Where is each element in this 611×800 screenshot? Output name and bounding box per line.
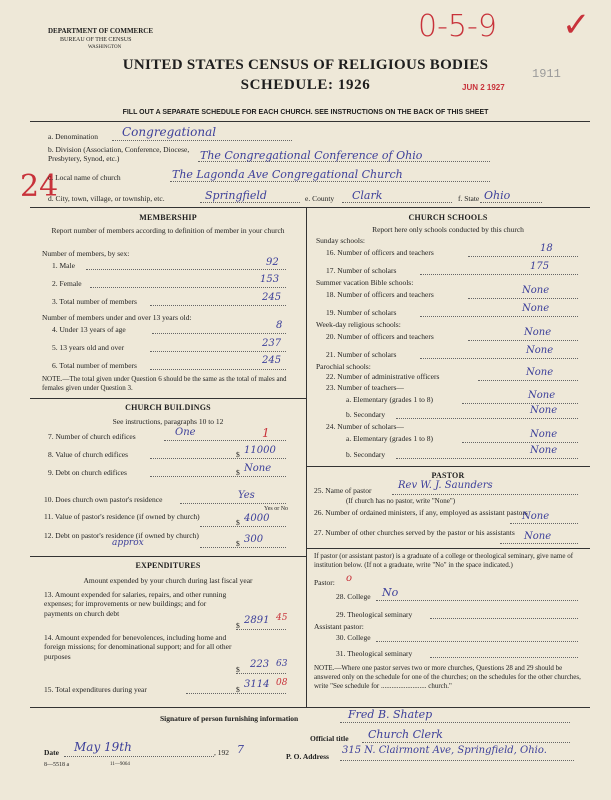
church-name-label: c. Local name of church (48, 173, 121, 182)
q2-value: 153 (260, 274, 280, 285)
q30-label: 30. College (336, 633, 371, 642)
print-code-2: 11—9064 (110, 762, 130, 767)
print-code-1: 8—5518 a (44, 762, 70, 768)
q24-label: 24. Number of scholars— (326, 422, 404, 431)
q29-label: 29. Theological seminary (336, 610, 413, 619)
pastor-heading: PASTOR (431, 471, 465, 480)
q4-label: 4. Under 13 years of age (52, 325, 126, 334)
q16-value: 18 (540, 243, 553, 254)
county-label: e. County (305, 194, 335, 203)
received-stamp: JUN 2 1927 (462, 83, 505, 92)
q17-label: 17. Number of scholars (326, 266, 397, 275)
file-number: 0-5-9 (418, 9, 497, 44)
vacation-label: Summer vacation Bible schools: (316, 278, 414, 287)
q23-label: 23. Number of teachers— (326, 383, 404, 392)
q12-value: 300 (244, 534, 264, 545)
county-value: Clark (352, 189, 383, 202)
q18-value: None (522, 285, 550, 296)
q15-cents: 08 (276, 678, 288, 688)
q26-value: None (522, 511, 550, 522)
q24b-label: b. Secondary (346, 450, 386, 459)
q5-label: 5. 13 years old and over (52, 343, 125, 352)
q22-label: 22. Number of administrative officers (326, 372, 440, 381)
division-value: The Congregational Conference of Ohio (200, 149, 423, 162)
bureau-name: BUREAU OF THE CENSUS (60, 37, 132, 43)
city-label: d. City, town, village, or township, etc. (48, 194, 165, 203)
stamp-number: 1911 (532, 67, 561, 81)
q24a-label: a. Elementary (grades 1 to 8) (346, 434, 434, 443)
q5-value: 237 (262, 338, 282, 349)
city-value: Springfield (205, 189, 267, 202)
q22-value: None (526, 367, 554, 378)
q24a-value: None (530, 429, 558, 440)
q23a-value: None (528, 390, 556, 401)
pastor-note: NOTE.—Where one pastor serves two or more churches, Questions 28 and 29 should be answered only on the schedule for one of the churches; on the schedules for the other churches, write "See schedule for .......................... church." (314, 664, 581, 690)
pastor-mark: o (346, 573, 353, 584)
q9-label: 9. Debt on church edifices (48, 468, 127, 477)
weekday-label: Week-day religious schools: (316, 320, 401, 329)
q23b-label: b. Secondary (346, 410, 386, 419)
q26-label: 26. Number of ordained ministers, if any, employed as assistant pastors (314, 508, 528, 517)
q27-label: 27. Number of other churches served by the pastor or his assistants (314, 528, 515, 537)
state-label: f. State (458, 194, 480, 203)
parochial-label: Parochial schools: (316, 362, 371, 371)
q15-label: 15. Total expenditures during year (44, 685, 147, 694)
denomination-value: Congregational (122, 125, 217, 139)
college-note: If pastor (or assistant pastor) is a graduate of a college or theological seminary, give name of institution below. (If not a graduate, write "No" in the space indicated.) (314, 552, 574, 569)
schools-intro: Report here only schools conducted by this church (372, 225, 524, 234)
q2-label: 2. Female (52, 279, 82, 288)
q28-label: 28. College (336, 592, 371, 601)
expenditures-intro: Amount expended by your church during last fiscal year (83, 576, 253, 585)
membership-heading: MEMBERSHIP (139, 213, 197, 222)
q3-value: 245 (262, 292, 282, 303)
address-value: 315 N. Clairmont Ave, Springfield, Ohio. (342, 745, 547, 756)
dept-name: DEPARTMENT OF COMMERCE (48, 27, 154, 35)
q14-value: 223 (250, 659, 270, 670)
q13-value: 2891 (244, 615, 270, 626)
q1-value: 92 (266, 257, 279, 268)
q21-label: 21. Number of scholars (326, 350, 397, 359)
q18-label: 18. Number of officers and teachers (326, 290, 434, 299)
q20-value: None (524, 327, 552, 338)
check-mark: ✓ (562, 5, 591, 45)
membership-intro: Report number of members according to definition of member in your church (51, 226, 285, 235)
q25-label: 25. Name of pastor (314, 486, 372, 495)
date-label: Date (44, 748, 59, 757)
under-over-label: Number of members under and over 13 years old: (42, 313, 192, 322)
q23b-value: None (530, 405, 558, 416)
q13-label: 13. Amount expended for salaries, repairs, and other running expenses; for improvements or new buildings; and for payments on church debt (44, 590, 227, 618)
buildings-heading: CHURCH BUILDINGS (125, 403, 211, 412)
form-subtitle: SCHEDULE: 1926 (240, 77, 371, 93)
q28-value: No (382, 586, 399, 599)
signature-value: Fred B. Shatep (348, 708, 433, 721)
q1-label: 1. Male (52, 261, 75, 270)
pastor-sublabel: Pastor: (314, 578, 335, 587)
year-value: 7 (237, 743, 244, 756)
q14-label: 14. Amount expended for benevolences, including home and foreign missions; for denominational support; and for all other purposes (44, 633, 232, 661)
q31-label: 31. Theological seminary (336, 649, 413, 658)
form-instruction: FILL OUT A SEPARATE SCHEDULE FOR EACH CHURCH. SEE INSTRUCTIONS ON THE BACK OF THIS SHEET (122, 109, 489, 116)
q10-hint: Yes or No (264, 506, 289, 512)
q8-label: 8. Value of church edifices (48, 450, 129, 459)
title-value: Church Clerk (368, 728, 443, 741)
assistant-label: Assistant pastor: (314, 622, 364, 631)
q7-label: 7. Number of church edifices (48, 432, 136, 441)
q20-label: 20. Number of officers and teachers (326, 332, 434, 341)
q12-label: 12. Debt on pastor's residence (if owned by church) (44, 531, 199, 540)
church-name-value: The Lagonda Ave Congregational Church (172, 168, 403, 181)
q13-cents: 45 (276, 613, 288, 623)
q21-value: None (526, 345, 554, 356)
q10-value: Yes (238, 490, 255, 501)
q7-value: One (175, 427, 196, 438)
signature-label: Signature of person furnishing information (160, 714, 299, 723)
census-schedule-page: DEPARTMENT OF COMMERCE BUREAU OF THE CENSUS WASHINGTON 0-5-9 ✓ 1911 JUN 2 1927 UNITED STATES CENSUS OF RELIGIOUS BODIES SCHEDULE: 1926 FILL OUT A SEPARATE SCHEDULE FOR EACH CHURCH. SEE INSTRUCTIONS ON THE BACK OF THIS SHEET 24 a. Denomination Congregational b. Division (Association, Conference, Diocese, Presbytery, Synod, etc.) The Congregational Conference of Ohio c. Local name of church The Lagonda Ave Congregational Church d. City, town, village, or township, etc. Springfield e. County Clark f. State Ohio MEMBERSHIP Report number of members according to definition of member in your church Number of members, by sex: 1. Male 92 2. Female 153 3. Total number of members 245 Number of members under and over 13 years old: 4. Under 13 years of age 8 5. 13 years old and over 237 6. Total number of members 245 NOTE.—The total given under Question 6 should be the same as the total of males and females given under Question 3. CHURCH BUILDINGS See instructions, paragraphs 10 to 12 7. Number of church edifices One 1 8. Value of church edifices $ 11000 9. Debt on church edifices $ None 10. Does church own pastor's residence Yes Yes or No 11. Value of pastor's residence (if owned by church) $ 4000 12. Debt on pastor's residence (if owned by church) approx $ 300 EXPENDITURES Amount expended by your church during last fiscal year 13. Amount expended for salaries, repairs, and other running expenses; for improvements or new buildings; and for payments on church debt $ 2891 45 14. Amount expended for benevolences, including home and foreign missions; for denominational support; and for all other purposes $ 223 63 15. Total expenditures during year $ 3114 08 CHURCH SCHOOLS Report here only schools conducted by this church Sunday schools: 16. Number of officers and teachers 18 17. Number of scholars 175 Summer vacation Bible schools: 18. Number of officers and teachers None 19. Number of scholars None Week-day religious schools: 20. Number of officers and teachers None 21. Number of scholars None Parochial schools: 22. Number of administrative officers None 23. Number of teachers— a. Elementary (grades 1 to 8) None b. Secondary None 24. Number of scholars— a. Elementary (grades 1 to 8) None b. Secondary None PASTOR 25. Name of pastor Rev W. J. Saunders (If church has no pastor, write "None") 26. Number of ordained ministers, if any, employed as assistant pastors None 27. Number of other churches served by the pastor or his assistants None If pastor (or assistant pastor) is a graduate of a college or theological seminary, give name of institution below. (If not a graduate, write "No" in the space indicated.) Pastor: o 28. College No 29. Theological seminary Assistant pastor: 30. College 31. Theological seminary NOTE.—Where one pastor serves two or more churches, Questions 28 and 29 should be answered only on the schedule for one of the churches; on the schedules for the other churches, write "See schedule for .......................... church." Signature of person furnishing information Fred B. Shatep Official title Church Clerk Date May 19th , 192 7 8—5518 a 11—9064 P. O. Address 315 N. Clairmont Ave, Springfield, Ohio. (0, 0, 611, 800)
q7-number: 1 (262, 426, 270, 440)
q19-value: None (522, 303, 550, 314)
q6-label: 6. Total number of members (52, 361, 137, 370)
year-prefix: , 192 (214, 748, 229, 757)
q25-value: Rev W. J. Saunders (398, 480, 493, 491)
form-title: UNITED STATES CENSUS OF RELIGIOUS BODIES (122, 57, 489, 73)
address-label: P. O. Address (286, 752, 329, 761)
q11-value: 4000 (244, 513, 270, 524)
membership-note: NOTE.—The total given under Question 6 should be the same as the total of males and females given under Question 3. (42, 375, 287, 392)
denomination-label: a. Denomination (48, 132, 98, 141)
q27-value: None (524, 531, 552, 542)
state-value: Ohio (484, 189, 511, 202)
q15-value: 3114 (244, 679, 270, 690)
q14-cents: 63 (276, 659, 288, 669)
margin-mark: 24 (20, 169, 59, 204)
q17-value: 175 (530, 261, 550, 272)
q23a-label: a. Elementary (grades 1 to 8) (346, 395, 434, 404)
q16-label: 16. Number of officers and teachers (326, 248, 434, 257)
date-value: May 19th (74, 740, 132, 754)
q12-note: approx (112, 538, 144, 548)
division-label: b. Division (Association, Conference, Diocese, Presbytery, Synod, etc.) (48, 145, 190, 163)
buildings-see: See instructions, paragraphs 10 to 12 (112, 417, 224, 426)
city-name: WASHINGTON (88, 45, 122, 50)
q9-value: None (244, 463, 272, 474)
q24b-value: None (530, 445, 558, 456)
q25-hint: (If church has no pastor, write "None") (346, 497, 456, 505)
by-sex-label: Number of members, by sex: (42, 249, 130, 258)
q3-label: 3. Total number of members (52, 297, 137, 306)
q8-value: 11000 (244, 445, 276, 456)
q4-value: 8 (276, 320, 283, 331)
q10-label: 10. Does church own pastor's residence (44, 495, 163, 504)
sunday-label: Sunday schools: (316, 236, 365, 245)
q6-value: 245 (262, 355, 282, 366)
expenditures-heading: EXPENDITURES (135, 561, 201, 570)
q11-label: 11. Value of pastor's residence (if owned by church) (44, 512, 200, 521)
q19-label: 19. Number of scholars (326, 308, 397, 317)
schools-heading: CHURCH SCHOOLS (408, 213, 488, 222)
title-label: Official title (310, 734, 349, 743)
